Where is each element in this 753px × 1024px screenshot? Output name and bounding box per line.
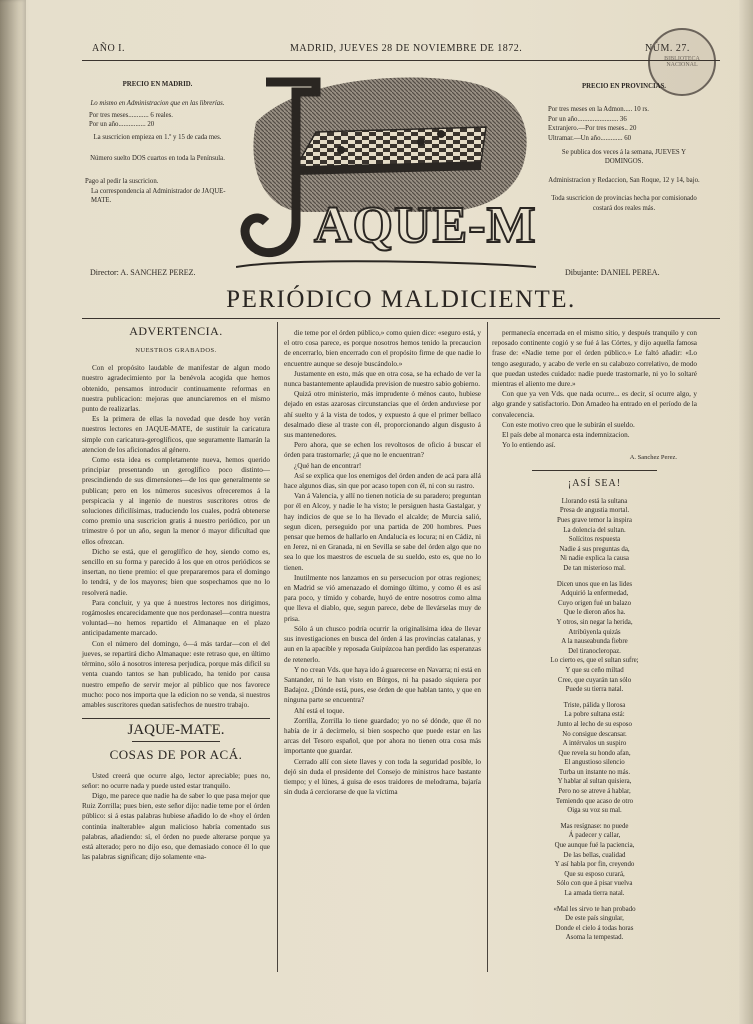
prov-line-4: Ultramar.—Un año............. 60 bbox=[548, 134, 632, 142]
signature: A. Sanchez Perez. bbox=[629, 454, 677, 462]
prov-line-3: Extranjero.—Por tres meses.. 20 bbox=[548, 125, 637, 133]
paragraph: Es la primera de ellas la novedad que desde hoy verán nuestros lectores en JAQUE-MATE, de sustituir la caricatura simple con caricatura-geroglíficos, que seguramente llamarán la atencion de los aficionados al género. bbox=[82, 415, 270, 454]
paragraph: Inutilmente nos lanzamos en su persecucion por otras regiones; en Madrid se vió amenazado el domingo último, y como él es así para poco, y tímido y cobarde, huyó de entre nosotros como alma que lleva el diablo, que, segun parece, debe de llevárselas muy de prisa. bbox=[284, 573, 481, 623]
poem-line: Temiendo que acaso de otro bbox=[555, 797, 634, 805]
periodico-subtitle: PERIÓDICO MALDICIENTE. bbox=[226, 286, 576, 313]
poem-stanza-5 bbox=[492, 905, 697, 943]
paragraph: Y no crean Vds. que haya ido á guarecerse en Navarra; ni está en Santander, ni le han visto en Búrgos, ni ha pasado siquiera por Badajoz. ¿Dónde está, pues, ese órden de que hablan tanto, y que en ninguna parte se encuentra? bbox=[284, 665, 481, 705]
provincial-note: Toda suscricion de provincias hecha por comisionado costará dos reales más. bbox=[551, 195, 697, 212]
poem-line: Pues grave temor la inspira bbox=[556, 517, 632, 525]
poem-line: Nadie á sus preguntas da, bbox=[559, 545, 630, 553]
issue-number: NÚM. 27. bbox=[645, 43, 690, 54]
poem-line: No consigue descansar. bbox=[562, 730, 627, 738]
poem-line: Turba un instante no más. bbox=[558, 768, 631, 776]
chessboard-illustration bbox=[236, 72, 536, 277]
paragraph: Para concluir, y ya que á nuestros lectores nos dirigimos, rogámosles encarecidamente que nos perdonasel—contra nuestra voluntad—no hemos repartido el Almanaque en el plazo anticipadamente marcado. bbox=[82, 598, 270, 638]
poem-line: La amada tierra natal. bbox=[564, 890, 625, 897]
poem-line: Que le dieron años ha. bbox=[563, 609, 626, 617]
column-divider-1 bbox=[277, 322, 278, 972]
price-madrid-box bbox=[85, 80, 230, 206]
poem-line: Que revela su hondo afan, bbox=[558, 749, 631, 757]
poem-line: Asoma la tempestad. bbox=[565, 934, 624, 942]
poem-line: Y así habla por fin, creyendo bbox=[554, 861, 635, 869]
prov-line-2: Por un año........................ 36 bbox=[548, 115, 627, 123]
paragraph: Sólo á un chusco podría ocurrir la originalísima idea de llevar sus investigaciones en busca del órden á las provincias catalanas, y aun en la apacible y reposada Guipúzcoa han perdido las esperanzas de retenerlo. bbox=[284, 624, 481, 664]
paragraph: Zorrilla, Zorrilla lo tiene guardado; yo no sé dónde, que él no había de ir á decírmelo, si bien sospecho que puede estar en las arcas del Tesoro español, que por ahora no tienen otra cosa más importante que guardar. bbox=[284, 716, 481, 756]
correspondence-note: La correspondencia al Administrador de JAQUE-MATE. bbox=[91, 187, 226, 205]
poem-line: La pobre sultana está: bbox=[564, 711, 625, 719]
book-binding bbox=[0, 0, 26, 1024]
issue-year: AÑO I. bbox=[92, 43, 125, 54]
price-line-2: Por un año................ 20 bbox=[89, 121, 155, 129]
poem-line: A la nauseabunda fiebre bbox=[561, 638, 628, 646]
poem-line: Donde el cielo á todas horas bbox=[555, 924, 634, 932]
paragraph: permanecía encerrada en el mismo sitio, y después tranquilo y con reposado continente cogió y se fué á las Córtes, y dijo aquella famosa frase de: «Nadie teme por el órden público.» Le faltó añadir: «Lo tengo asegurado, y acabo de verle en su calabozo correlativo, de modo que puedan ustedes cuidado: nadie puede trastornarle, ni yo lo soltaré mientras el aliento me dure.» bbox=[492, 329, 697, 389]
paragraph: Dicho se está, que el geroglífico de hoy, siendo como es, sencillo en su forma y parecido á los que en otros periódicos se insertan, no tiene premio: el que prepararemos para el domingo lo tendrá, y de los mayores; bien que sospechamos que no lo resolverá nadie. bbox=[82, 547, 270, 597]
subtitle-rule bbox=[82, 318, 720, 319]
poem-line: Á padecer y callar, bbox=[568, 832, 621, 840]
paragraph: Ahí está el toque. bbox=[294, 706, 345, 715]
column-3 bbox=[492, 328, 697, 943]
poem-line: Oiga su voz su mal. bbox=[567, 807, 622, 815]
payment-note: Pago al pedir la suscricion. bbox=[85, 178, 159, 186]
poem-line: Triste, pálida y llorosa bbox=[563, 701, 626, 709]
poem-stanza-1 bbox=[492, 497, 697, 574]
poem-line: Junto al lecho de su esposo bbox=[557, 720, 632, 728]
paragraph: Así se explica que los enemigos del órden anden de acá para allá hace algunos dias, sin que por acaso topen con él, ni con su rastro. bbox=[284, 471, 481, 491]
poem-line: Cree, que cuyarán tan sólo bbox=[557, 676, 632, 684]
poem-line: La dolencia del sultan. bbox=[563, 526, 626, 534]
poem-stanza-3 bbox=[492, 701, 697, 816]
poem-line: Cuyo origen fué un balazo bbox=[557, 599, 632, 607]
price-provinces-box bbox=[548, 82, 700, 213]
paragraph: Digo, me parece que nadie ha de saber lo que pasa mejor que Ruiz Zorrilla; pues bien, este señor dijo: nadie teme por el órden público: si á estas palabras hubiese añadido lo de «hoy el órden continúa inalterable» algun malicioso habría comentado sus palabras, añadiendo: sí, el órden no puede alterarse porque ya está alterado; pero no dijo eso, que demasiado conoce él lo que las palabras significan; dijo solamente «na- bbox=[82, 791, 270, 862]
paragraph: ¿Qué han de encontrar! bbox=[294, 461, 362, 470]
prov-line-1: Por tres meses en la Admon..... 10 rs. bbox=[548, 106, 649, 114]
poem-line: Adquirió la enfermedad, bbox=[560, 590, 629, 598]
grabados-subheading: NUESTROS GRABADOS. bbox=[135, 347, 217, 355]
paragraph: Pero ahora, que se echen los revoltosos de oficio á buscar el órden para trastornarle; ¿á que no le encuentran? bbox=[284, 441, 481, 460]
paragraph: Yo lo entiendo así. bbox=[502, 441, 556, 450]
cosas-heading: COSAS DE POR ACÁ. bbox=[109, 747, 243, 763]
poem-line: Mas resígnase: no puede bbox=[560, 822, 629, 830]
poem-line: Y que su ceño miltad bbox=[565, 666, 624, 674]
poem-line: Que aunque fué la paciencia, bbox=[554, 842, 635, 850]
paragraph: Justamente en esto, más que en otra cosa, se ha echado de ver la nunca bastantemente aplaudida prevision de nuestro sabio gobierno. bbox=[284, 369, 481, 389]
poem-line: Llorando está la sultana bbox=[561, 497, 628, 505]
column-divider-2 bbox=[487, 322, 488, 972]
administration-address: Administracion y Redaccion, San Roque, 12 y 14, bajo. bbox=[548, 176, 700, 184]
masthead-illustration bbox=[236, 72, 536, 277]
poem-line: Ni nadie explica la causa bbox=[560, 555, 629, 563]
price-line-1: Por tres meses............ 6 reales. bbox=[89, 111, 173, 119]
poem-line: De tan misterioso mal. bbox=[563, 565, 626, 572]
page-edge bbox=[739, 0, 753, 1024]
poem-line: Pero no se atreve á hablar, bbox=[558, 788, 631, 796]
column-1 bbox=[82, 326, 270, 862]
poem-line: «Mal les sirvo te han probado bbox=[553, 905, 636, 913]
poem-line: El angustioso silencio bbox=[564, 759, 625, 767]
svg-text:AQUE-MATE: AQUE-M bbox=[314, 197, 536, 254]
subscription-start: La suscricion empieza en 1.º y 15 de cada mes. bbox=[93, 133, 222, 141]
paragraph: Cerrado allí con siete llaves y con toda la seguridad posible, lo dejó sin duda el presidente del Consejo de ministros hace bastante tiempo; y el lúnes, á guisa de esos traidores de melodrama, bajaría sin duda á cerciorarse de que la víctima bbox=[284, 757, 481, 797]
poem-title: ¡ASÍ SEA! bbox=[567, 477, 622, 489]
paragraph: die teme por el órden público,» como quien dice: «seguro está, y el otro cosa parece, es porque nosotros hemos tenido la precaucion de encerrarlo, bien encerrado con el propósito firme de que nadie lo encuentre aunque se desoje buscándolo.» bbox=[284, 329, 481, 368]
paragraph: Con este motivo creo que le subirán el sueldo. bbox=[502, 420, 635, 429]
paragraph: Con el número del domingo, ó—á más tardar—con el del jueves, se repartirá dicho Almanaque: este retraso que, en último término, sólo á nosotros interesa perjudica, porque más difícil su venta cuando tantos se han publicado, ha tenido por causa nuestro empeño de servir mejor al público que nos favorece mucho: poco nos importa que la edicion no se venda, si nuestros amables suscritores quedan satisfechos de nuestro trabajo. bbox=[82, 639, 270, 709]
poem-line: A intérvalos un suspiro bbox=[562, 740, 627, 748]
price-note: Lo mismo en Administracion que en las librerías. bbox=[90, 100, 225, 108]
poem-line: De las bellas, cualidad bbox=[563, 851, 626, 859]
poem bbox=[492, 497, 697, 943]
poem-line: Y hablar al sultan quisiera, bbox=[557, 778, 632, 786]
poem-line: Sólo con que á pisar vuelva bbox=[556, 880, 633, 888]
paragraph: Con que ya ven Vds. que nada ocurre... es decir, sí ocurre algo, y algo grande y satisfactorio. Don Amadeo ha entrado en el período de la convalecencia. bbox=[492, 390, 697, 419]
advertencia-heading: ADVERTENCIA. bbox=[129, 324, 223, 338]
price-madrid-title: PRECIO EN MADRID. bbox=[122, 81, 193, 88]
paragraph: Usted creerá que ocurre algo, lector apreciable; pues no, señor: no ocurre nada y puede usted estar tranquilo. bbox=[82, 771, 270, 790]
dateline: MADRID, JUEVES 28 DE NOVIEMBRE DE 1872. bbox=[290, 43, 523, 54]
poem-line: Y otros, sin negar la herida, bbox=[556, 618, 633, 626]
illustrator-credit: Dibujante: DANIEL PEREA. bbox=[565, 268, 660, 277]
poem-line: Puede su tierra natal. bbox=[565, 686, 624, 694]
poem-stanza-4 bbox=[492, 822, 697, 899]
price-provinces-title: PRECIO EN PROVINCIAS. bbox=[581, 83, 667, 90]
poem-line: Presa de angustia mortal. bbox=[559, 507, 630, 515]
paragraph: El país debe al monarca esta indemnizacion. bbox=[502, 431, 630, 440]
paragraph: Con el propósito laudable de manifestar de algun modo nuestro agradecimiento por la benévola acogida que hemos obtenido, pensamos introducir continuamente reformas en nuestra publicacion: mejoras que anunciaremos en el mismo punto de realizarlas. bbox=[82, 364, 270, 414]
paragraph: Quizá otro ministerio, más imprudente ó ménos cauto, hubiese dejado en estas azarosas circunstancias que el órden anduviese por ahí suelto y á la vista de todos, y expuesto á que el primer bellaco desalmado diese al traste con él, proporcionando algun disgusto á sus mantenedores. bbox=[284, 390, 481, 440]
single-issue-price: Número suelto DOS cuartos en toda la Península. bbox=[90, 155, 225, 163]
jaque-mate-heading: JAQUE-MATE. bbox=[127, 722, 225, 739]
paragraph: Como esta idea es completamente nueva, hemos querido principiar presentando un geroglífico poco distinto—prescindiendo de sus dimensiones—de los que generalmente se publican; pero en los números sucesivos ofreceremos á la perspicacia y al ingenio de nuestros suscritores otros de soluciones dificilísimas, traduciendo los cuales, podrá obtenerse como premio una suscricion gratis á nuestro periódico, por un trimestre ó por un año, segun la menor ó mayor dificultad que ellos ofrezcan. bbox=[82, 456, 270, 546]
poem-line: Dicen unos que en las lides bbox=[556, 580, 633, 588]
director-credit: Director: A. SANCHEZ PEREZ. bbox=[90, 268, 196, 277]
poem-line: Solícitos respuesta bbox=[568, 536, 621, 544]
paragraph: Van á Valencia, y allí no tienen noticia de su paradero; preguntan por él en Alcoy, y nadie le ha visto; le persiguen hasta Gastalgar, y hay indicios de que se lo ha llevado el alcalde; de Murcia salió, segun dicen, perseguido por una partida de 200 hombres. Pues pensar que hemos de hallarlo en Andalucía es locura; ni en Cádiz, ni en Jerez, ni en Granada, ni en Sevilla se sabe del órden algo que no sea lo que los maestros de escuela de su sueldo, esto es, que no lo tienen. bbox=[284, 492, 481, 572]
poem-stanza-2 bbox=[492, 580, 697, 695]
poem-line: Del tiranocleropaz. bbox=[568, 647, 621, 655]
poem-line: Lo cierto es, que el sultan sufre; bbox=[550, 657, 639, 665]
poem-line: Que su esposo curará, bbox=[564, 870, 625, 878]
publication-days: Se publica dos veces á la semana, JUEVES Y DOMINGOS. bbox=[561, 149, 687, 166]
column-2 bbox=[284, 328, 481, 797]
header-rule bbox=[82, 60, 720, 61]
poem-line: De este país singular, bbox=[565, 915, 624, 923]
stamp-text: BIBLIOTECA NACIONAL bbox=[664, 56, 700, 68]
poem-line: Atribúyenla quizás bbox=[568, 628, 621, 636]
